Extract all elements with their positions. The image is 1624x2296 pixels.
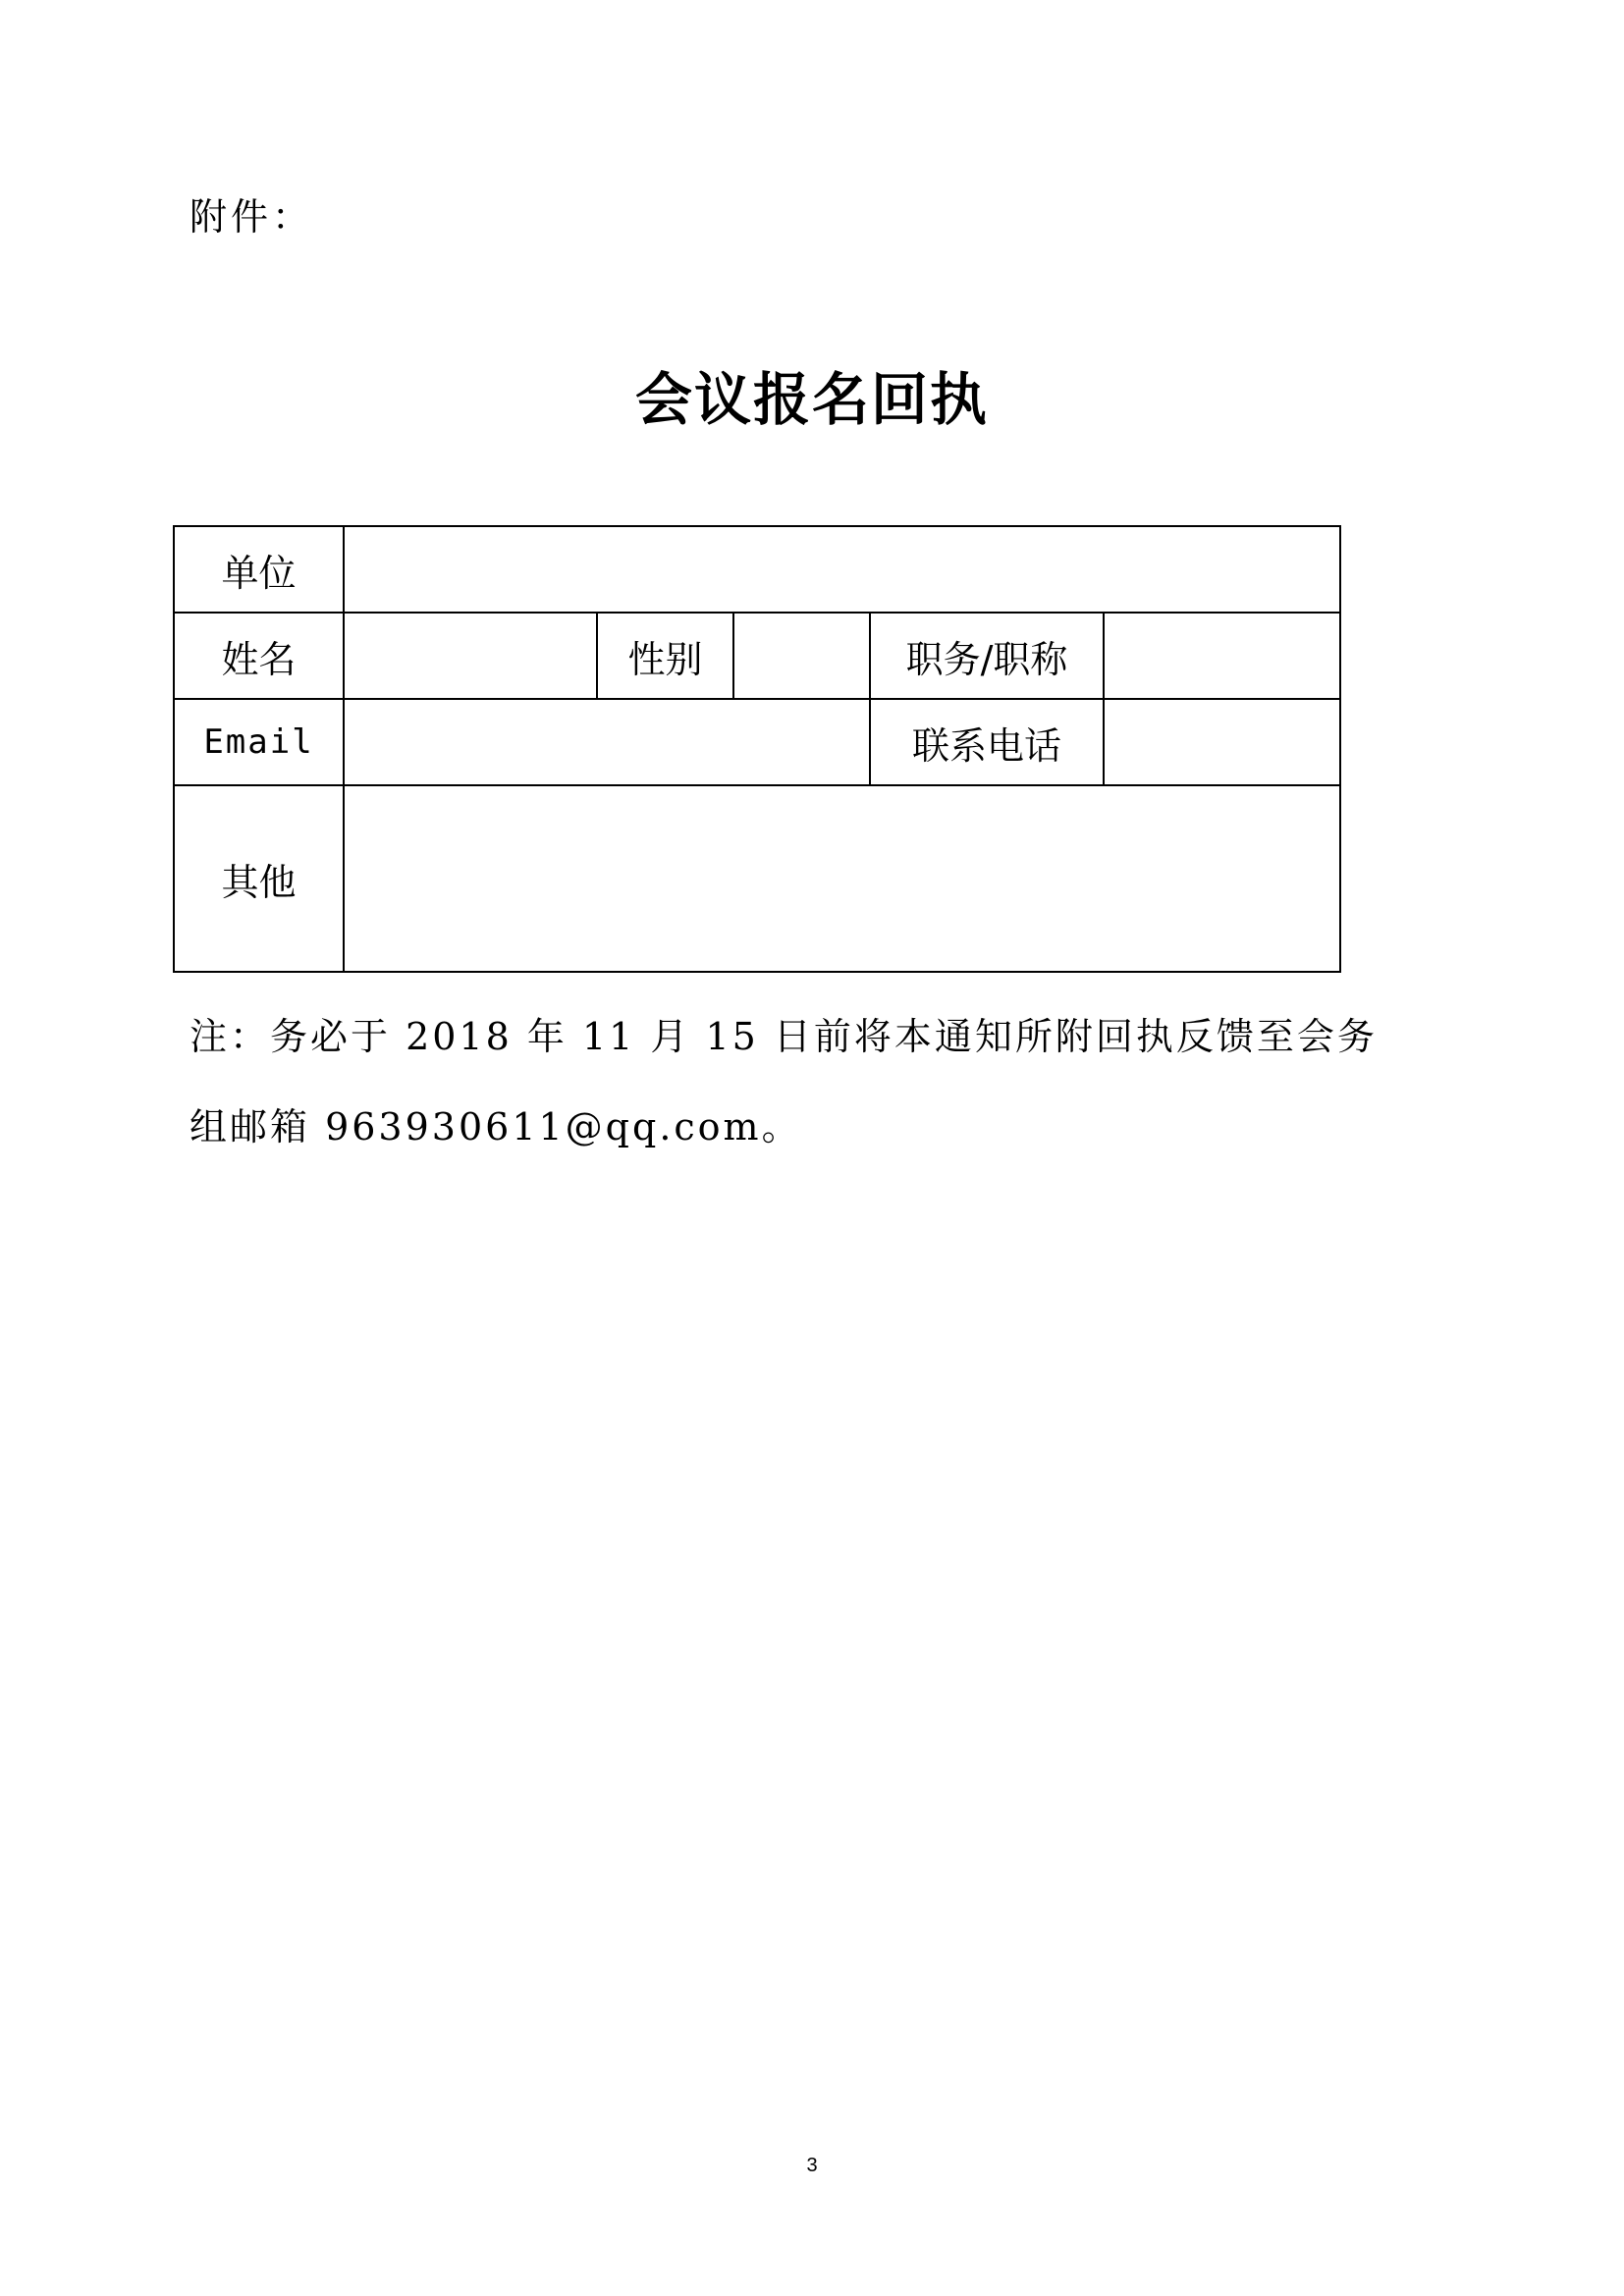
page-number: 3: [806, 2155, 818, 2176]
unit-label: 单位: [174, 526, 344, 613]
name-field[interactable]: [344, 613, 597, 699]
gender-label: 性别: [597, 613, 733, 699]
email-label: Email: [174, 699, 344, 785]
deadline-note: [189, 991, 1417, 1172]
gender-field[interactable]: [733, 613, 870, 699]
email-field[interactable]: [344, 699, 870, 785]
table-row: [174, 699, 1340, 785]
position-field[interactable]: [1104, 613, 1340, 699]
other-label: 其他: [174, 785, 344, 972]
unit-field[interactable]: [344, 526, 1340, 613]
note-line-1: 注：务必于 2018 年 11 月 15 日前将本通知所附回执反馈至会务: [189, 1015, 1378, 1058]
table-row: [174, 785, 1340, 972]
note-line-2: 组邮箱 963930611@qq.com。: [189, 1105, 802, 1148]
phone-field[interactable]: [1104, 699, 1340, 785]
page-title: 会议报名回执: [634, 366, 989, 433]
table-row: [174, 526, 1340, 613]
registration-form-table: [173, 525, 1341, 973]
name-label: 姓名: [174, 613, 344, 699]
other-field[interactable]: [344, 785, 1340, 972]
table-row: [174, 613, 1340, 699]
phone-label: 联系电话: [870, 699, 1104, 785]
position-label: 职务/职称: [870, 613, 1104, 699]
attachment-label: 附件：: [189, 195, 314, 239]
